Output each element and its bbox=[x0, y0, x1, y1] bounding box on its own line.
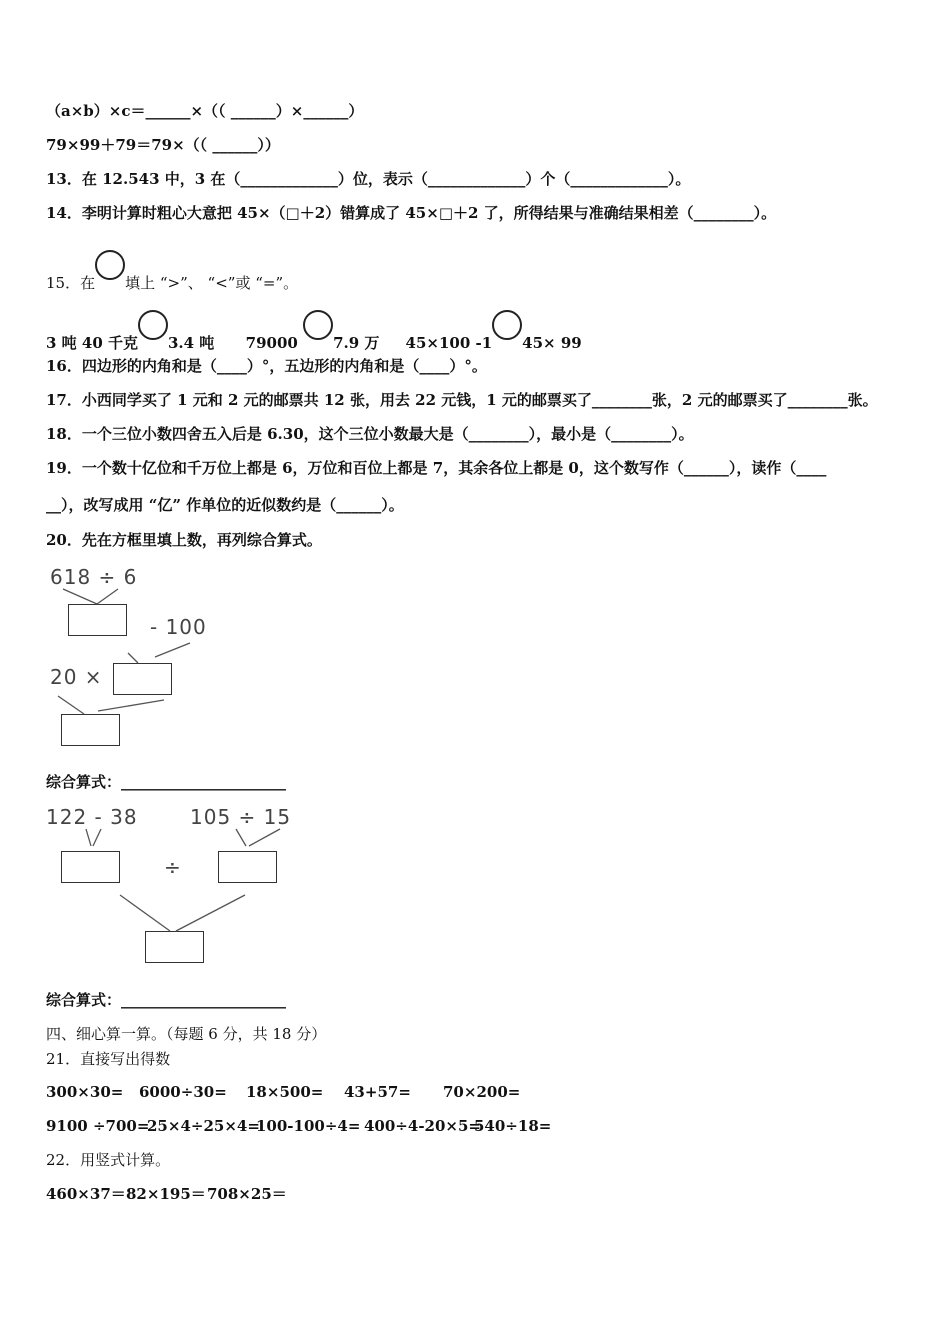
expression-line-1: （a×b）×c＝______×（（ ______）×______） bbox=[46, 102, 364, 120]
question-18: 18．一个三位小数四舍五入后是 6.30，这个三位小数最大是（________），最小是（________）。 bbox=[46, 425, 694, 443]
question-13: 13．在 12.543 中，3 在（_____________）位，表示（_____________）个（_____________）。 bbox=[46, 170, 691, 188]
q15-suffix: 填上 “>”、 “<”或 “=”。 bbox=[125, 274, 299, 292]
cmp3-right: 45× 99 bbox=[522, 334, 582, 352]
question-14: 14．李明计算时粗心大意把 45×（□＋2）错算成了 45×□＋2 了，所得结果与准确结果相差（________）。 bbox=[46, 204, 777, 222]
calc-item: 43+57= bbox=[344, 1083, 411, 1101]
question-19-line-2: __），改写成用 “亿” 作单位的近似数约是（______）。 bbox=[46, 496, 404, 514]
calc-item: 18×500= bbox=[246, 1083, 324, 1101]
diagram1-minus-label: - 100 bbox=[150, 615, 207, 639]
diagram1-top-expression: 618 ÷ 6 bbox=[50, 565, 138, 589]
vertical-calc-item: 460×37＝ bbox=[46, 1185, 126, 1203]
cmp2-right: 7.9 万 bbox=[333, 334, 380, 352]
vertical-calc-item: 708×25＝ bbox=[207, 1185, 287, 1203]
calc-item: 6000÷30= bbox=[139, 1083, 227, 1101]
diagram2-left-expression: 122 - 38 bbox=[46, 805, 138, 829]
formula-line-1: 综合算式：______________________ bbox=[46, 773, 287, 791]
formula-line-2: 综合算式：______________________ bbox=[46, 991, 287, 1009]
cmp3-left: 45×100 -1 bbox=[405, 334, 493, 352]
question-21: 21．直接写出得数 bbox=[46, 1050, 171, 1068]
calc-item: 25×4÷25×4= bbox=[147, 1117, 260, 1135]
section-4-heading: 四、细心算一算。（每题 6 分，共 18 分） bbox=[46, 1025, 327, 1043]
cmp1-right: 3.4 吨 bbox=[167, 334, 215, 352]
diagram2-right-expression: 105 ÷ 15 bbox=[190, 805, 292, 829]
calc-item: 9100 ÷700= bbox=[46, 1117, 150, 1135]
question-16: 16．四边形的内角和是（____）°，五边形的内角和是（____）°。 bbox=[46, 357, 487, 375]
calc-item: 70×200= bbox=[443, 1083, 521, 1101]
calc-item: 400÷4-20×5= bbox=[364, 1117, 481, 1135]
question-19-line-1: 19．一个数十亿位和千万位上都是 6，万位和百位上都是 7，其余各位上都是 0，这个数写作（______），读作（____ bbox=[46, 459, 827, 477]
question-20: 20．先在方框里填上数，再列综合算式。 bbox=[46, 531, 322, 549]
vertical-calc-item: 82×195＝ bbox=[126, 1185, 206, 1203]
question-17: 17．小西同学买了 1 元和 2 元的邮票共 12 张，用去 22 元钱，1 元的邮票买了________张，2 元的邮票买了________张。 bbox=[46, 391, 878, 409]
calc-item: 540÷18= bbox=[474, 1117, 552, 1135]
q15-prefix: 15．在 bbox=[46, 274, 96, 292]
expression-line-2: 79×99＋79＝79×（（ ______）） bbox=[46, 136, 280, 154]
cmp2-left: 79000 bbox=[245, 334, 298, 352]
calc-item: 100-100÷4= bbox=[256, 1117, 361, 1135]
question-22: 22．用竖式计算。 bbox=[46, 1151, 171, 1169]
diagram2-divide-sign: ÷ bbox=[164, 855, 182, 879]
diagram1-times-label: 20 × bbox=[50, 665, 103, 689]
calc-item: 300×30= bbox=[46, 1083, 124, 1101]
cmp1-left: 3 吨 40 千克 bbox=[46, 334, 138, 352]
